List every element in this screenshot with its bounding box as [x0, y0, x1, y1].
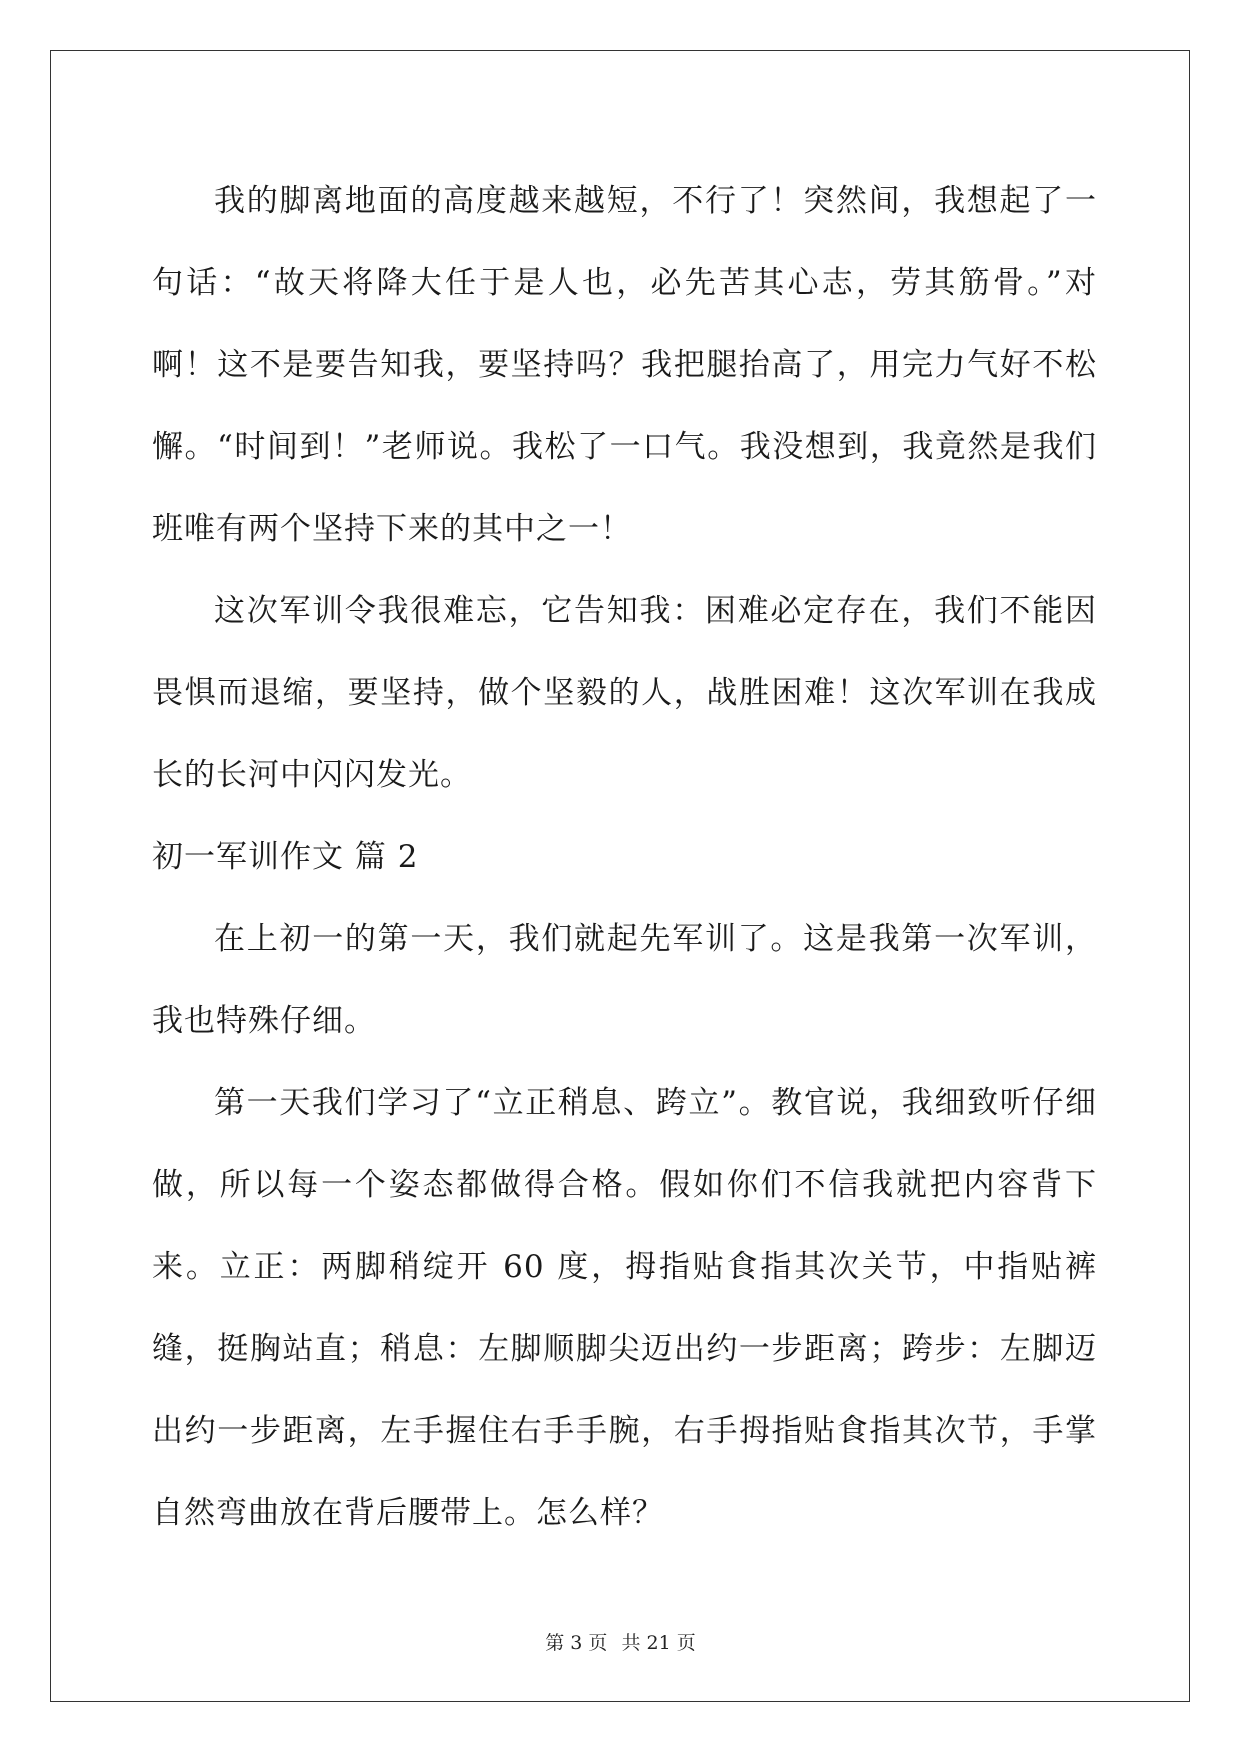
paragraph-4: 第一天我们学习了“立正稍息、跨立”。教官说，我细致听仔细做，所以每一个姿态都做得合格。假如你们不信我就把内容背下来。立正：两脚稍绽开 60 度，拇指贴食指其次关节，中指贴裤缝，挺胸站直；稍息：左脚顺脚尖迈出约一步距离；跨步：左脚迈出约一步距离，左手握住右手手腕，右手拇指贴食指其次节，手掌自然弯曲放在背后腰带上。怎么样？ [152, 1085, 1097, 1531]
paragraph-3: 在上初一的第一天，我们就起先军训了。这是我第一次军训，我也特殊仔细。 [152, 921, 1097, 1039]
paragraph-1: 我的脚离地面的高度越来越短，不行了！突然间，我想起了一句话：“故天将降大任于是人也，必先苦其心志，劳其筋骨。”对啊！这不是要告知我，要坚持吗？我把腿抬高了，用完力气好不松懈。“时间到！”老师说。我松了一口气。我没想到，我竟然是我们班唯有两个坚持下来的其中之一！ [152, 183, 1097, 547]
section-heading: 初一军训作文 篇 2 [152, 839, 419, 875]
total-pages-label: 共 21 页 [621, 1632, 696, 1654]
document-body [152, 160, 1097, 1554]
current-page-label: 第 3 页 [545, 1632, 608, 1654]
page-footer [0, 1630, 1241, 1656]
paragraph-2: 这次军训令我很难忘，它告知我：困难必定存在，我们不能因畏惧而退缩，要坚持，做个坚毅的人，战胜困难！这次军训在我成长的长河中闪闪发光。 [152, 593, 1097, 793]
